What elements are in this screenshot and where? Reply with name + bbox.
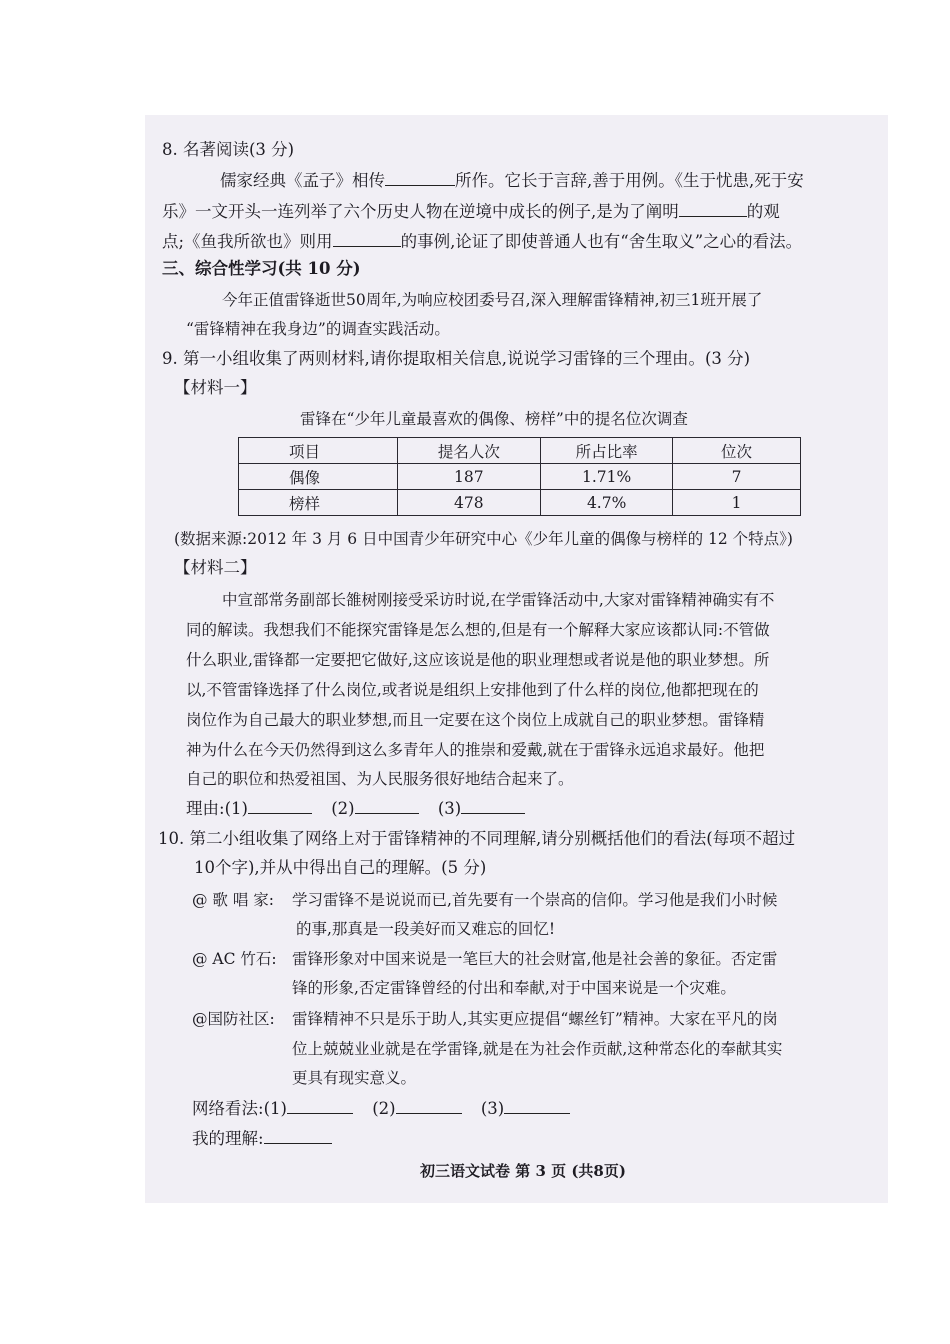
material2-line: 岗位作为自己最大的职业梦想,而且一定要在这个岗位上成就自己的职业梦想。雷锋精 [186, 711, 765, 729]
comment-line: 位上兢兢业业就是在学雷锋,就是在为社会作贡献,这种常态化的奉献其实 [292, 1040, 783, 1058]
net-blank-2[interactable] [396, 1097, 462, 1114]
comment-line: 锋的形象,否定雷锋曾经的付出和奉献,对于中国来说是一个灾难。 [292, 979, 736, 997]
comment-line: 雷锋精神不只是乐于助人,其实更应提倡“螺丝钉”精神。大家在平凡的岗 [292, 1010, 778, 1028]
comment-line: 更具有现实意义。 [292, 1069, 417, 1087]
table-header-cell: 提名人次 [397, 438, 541, 464]
table-row [239, 464, 801, 490]
material2-line: 自己的职位和热爱祖国、为人民服务很好地结合起来了。 [186, 770, 574, 788]
q10-net-answer-line: 网络看法:(1) (2) (3) [192, 1097, 570, 1120]
table-cell: 4.7% [541, 490, 673, 516]
comment-author: @国防社区: [192, 1010, 275, 1028]
table-row [239, 490, 801, 516]
material2-line: 同的解读。我想我们不能探究雷锋是怎么想的,但是有一个解释大家应该都认同:不管做 [186, 621, 770, 639]
q9-title: 9. 第一小组收集了两则材料,请你提取相关信息,说说学习雷锋的三个理由。(3 分) [162, 349, 751, 368]
comment-author: @ AC 竹石: [192, 950, 277, 968]
q9-answer-line: 理由:(1) (2) (3) [186, 797, 525, 820]
q8-line1: 儒家经典《孟子》相传 所作。它长于言辞,善于用例。《生于忧患,死于安 [220, 171, 804, 190]
comment-line: 雷锋形象对中国来说是一笔巨大的社会财富,他是社会善的象征。否定雷 [292, 950, 778, 968]
table-header-row [239, 438, 801, 464]
data-source: (数据来源:2012 年 3 月 6 日中国青少年研究中心《少年儿童的偶像与榜样的 12 个特点》) [174, 530, 793, 548]
blank [333, 230, 401, 247]
section3-heading: 三、综合性学习(共 10 分) [162, 259, 361, 278]
table-cell: 478 [397, 490, 541, 516]
comment-author: @ 歌 唱 家: [192, 891, 275, 909]
answer-blank-2[interactable] [355, 797, 419, 814]
section3-intro-line2: “雷锋精神在我身边”的调查实践活动。 [186, 320, 450, 338]
net-blank-3[interactable] [504, 1097, 570, 1114]
q8-line2: 乐》一文开头一连列举了六个历史人物在逆境中成长的例子,是为了阐明 的观 [162, 202, 780, 221]
material2-line: 什么职业,雷锋都一定要把它做好,这应该说是他的职业理想或者说是他的职业梦想。所 [186, 651, 770, 669]
blank [679, 200, 747, 217]
table-cell: 187 [397, 464, 541, 490]
survey-table [238, 437, 801, 516]
material2-line: 以,不管雷锋选择了什么岗位,或者说是组织上安排他到了什么样的岗位,他都把现在的 [186, 681, 759, 699]
table-header-cell: 位次 [673, 438, 801, 464]
table-cell: 1 [673, 490, 801, 516]
blank [385, 169, 455, 186]
table-header-cell: 项目 [239, 438, 398, 464]
table-cell: 偶像 [239, 464, 398, 490]
material2-line: 神为什么在今天仍然得到这么多青年人的推崇和爱戴,就在于雷锋永远追求最好。他把 [186, 741, 765, 759]
q10-mine-answer-line: 我的理解: [192, 1127, 332, 1150]
mine-blank[interactable] [264, 1127, 332, 1144]
table-title: 雷锋在“少年儿童最喜欢的偶像、榜样”中的提名位次调查 [300, 410, 688, 428]
q8-title: 8. 名著阅读(3 分) [162, 140, 295, 159]
material2-label: 【材料二】 [174, 558, 257, 577]
section3-intro-line1: 今年正值雷锋逝世50周年,为响应校团委号召,深入理解雷锋精神,初三1班开展了 [222, 291, 763, 309]
answer-blank-1[interactable] [248, 797, 312, 814]
comment-line: 学习雷锋不是说说而已,首先要有一个崇高的信仰。学习他是我们小时候 [292, 891, 778, 909]
table-cell: 榜样 [239, 490, 398, 516]
net-blank-1[interactable] [287, 1097, 353, 1114]
comment-line: 的事,那真是一段美好而又难忘的回忆! [296, 920, 556, 938]
table-cell: 1.71% [541, 464, 673, 490]
page-footer: 初三语文试卷 第 3 页 (共8页) [420, 1162, 626, 1180]
material1-label: 【材料一】 [174, 378, 257, 397]
table-cell: 7 [673, 464, 801, 490]
q8-line3: 点;《鱼我所欲也》则用 的事例,论证了即使普通人也有“舍生取义”之心的看法。 [162, 232, 803, 251]
table-header-cell: 所占比率 [541, 438, 673, 464]
q10-title-line2: 10个字),并从中得出自己的理解。(5 分) [194, 858, 487, 877]
answer-blank-3[interactable] [461, 797, 525, 814]
q10-title-line1: 10. 第二小组收集了网络上对于雷锋精神的不同理解,请分别概括他们的看法(每项不超过 [158, 829, 796, 848]
material2-line: 中宣部常务副部长雒树刚接受采访时说,在学雷锋活动中,大家对雷锋精神确实有不 [222, 591, 775, 609]
